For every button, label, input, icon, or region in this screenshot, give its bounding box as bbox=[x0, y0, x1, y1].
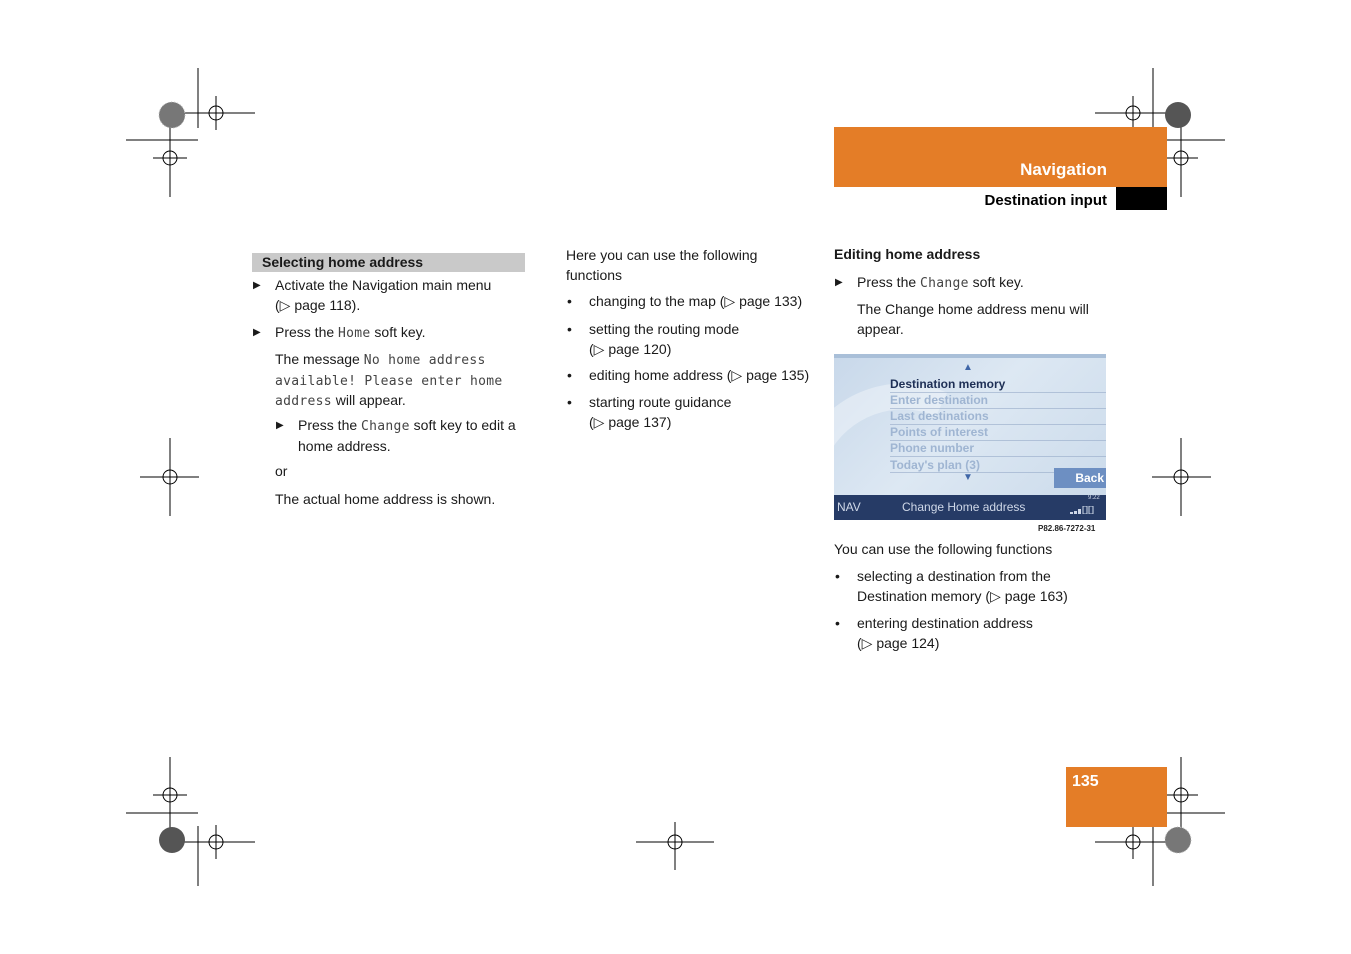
menu-item-todays-plan: Today's plan (3) bbox=[890, 458, 980, 472]
or-text: or bbox=[275, 463, 288, 479]
menu-divider bbox=[890, 456, 1106, 457]
chapter-title: Navigation bbox=[1020, 160, 1107, 179]
status-title: Change Home address bbox=[902, 500, 1026, 514]
triangle-right-icon: ▶ bbox=[276, 420, 284, 431]
bullet-dot: • bbox=[567, 394, 572, 410]
menu-appear-text: The Change home address menu will appear. bbox=[857, 301, 1089, 337]
menu-item-phone-number: Phone number bbox=[890, 441, 975, 455]
nav-screen-image bbox=[834, 354, 1106, 520]
menu-item-enter-destination: Enter destination bbox=[890, 393, 989, 407]
menu-item-destination-memory: Destination memory bbox=[890, 377, 1006, 391]
image-reference: P82.86-7272-31 bbox=[1038, 524, 1096, 533]
screen-top-edge bbox=[834, 354, 1106, 358]
editing-heading: Editing home address bbox=[834, 246, 981, 262]
actual-address-text: The actual home address is shown. bbox=[275, 491, 496, 507]
triangle-right-icon: ▶ bbox=[253, 327, 261, 338]
bullet-dot: • bbox=[567, 367, 572, 383]
bullet-dot: • bbox=[567, 321, 572, 337]
triangle-right-icon: ▶ bbox=[835, 277, 843, 288]
list-item: starting route guidance (▷ page 137) bbox=[589, 394, 732, 430]
step-activate-menu: Activate the Navigation main menu (▷ page 118). bbox=[275, 277, 492, 313]
section-subtitle: Destination input bbox=[984, 192, 1107, 209]
list-item: selecting a destination from the Destination memory (▷ page 163) bbox=[857, 568, 1068, 604]
message-description: The message No home address available! Please enter home address will appear. bbox=[275, 351, 503, 409]
list-item: editing home address (▷ page 135) bbox=[589, 367, 810, 383]
bullet-dot: • bbox=[567, 293, 572, 309]
bullet-dot: • bbox=[835, 568, 840, 584]
back-softkey: Back bbox=[1054, 468, 1106, 488]
step-press-change: Press the Change soft key. bbox=[857, 274, 1024, 291]
triangle-down-icon: ▼ bbox=[963, 472, 973, 483]
functions-intro: Here you can use the following functions bbox=[566, 247, 758, 283]
triangle-right-icon: ▶ bbox=[253, 280, 261, 291]
header-band bbox=[834, 127, 1167, 187]
list-item: setting the routing mode (▷ page 120) bbox=[589, 321, 740, 357]
signal-strength-icon bbox=[1070, 506, 1100, 514]
triangle-up-icon: ▲ bbox=[963, 362, 973, 373]
page-number: 135 bbox=[1072, 773, 1099, 790]
status-nav-label: NAV bbox=[837, 500, 861, 514]
list-item: entering destination address (▷ page 124) bbox=[857, 615, 1033, 651]
step-press-home: Press the Home soft key. bbox=[275, 324, 426, 341]
menu-item-points-of-interest: Points of interest bbox=[890, 425, 989, 439]
menu-item-last-destinations: Last destinations bbox=[890, 409, 989, 423]
substep-press-change: Press the Change soft key to edit a home address. bbox=[298, 417, 516, 454]
functions-text: You can use the following functions bbox=[834, 541, 1053, 557]
list-item: changing to the map (▷ page 133) bbox=[589, 293, 803, 309]
bullet-dot: • bbox=[835, 615, 840, 631]
status-time: 9:22 bbox=[1088, 495, 1100, 501]
section-title: Selecting home address bbox=[262, 254, 424, 270]
header-marker bbox=[1116, 187, 1167, 210]
